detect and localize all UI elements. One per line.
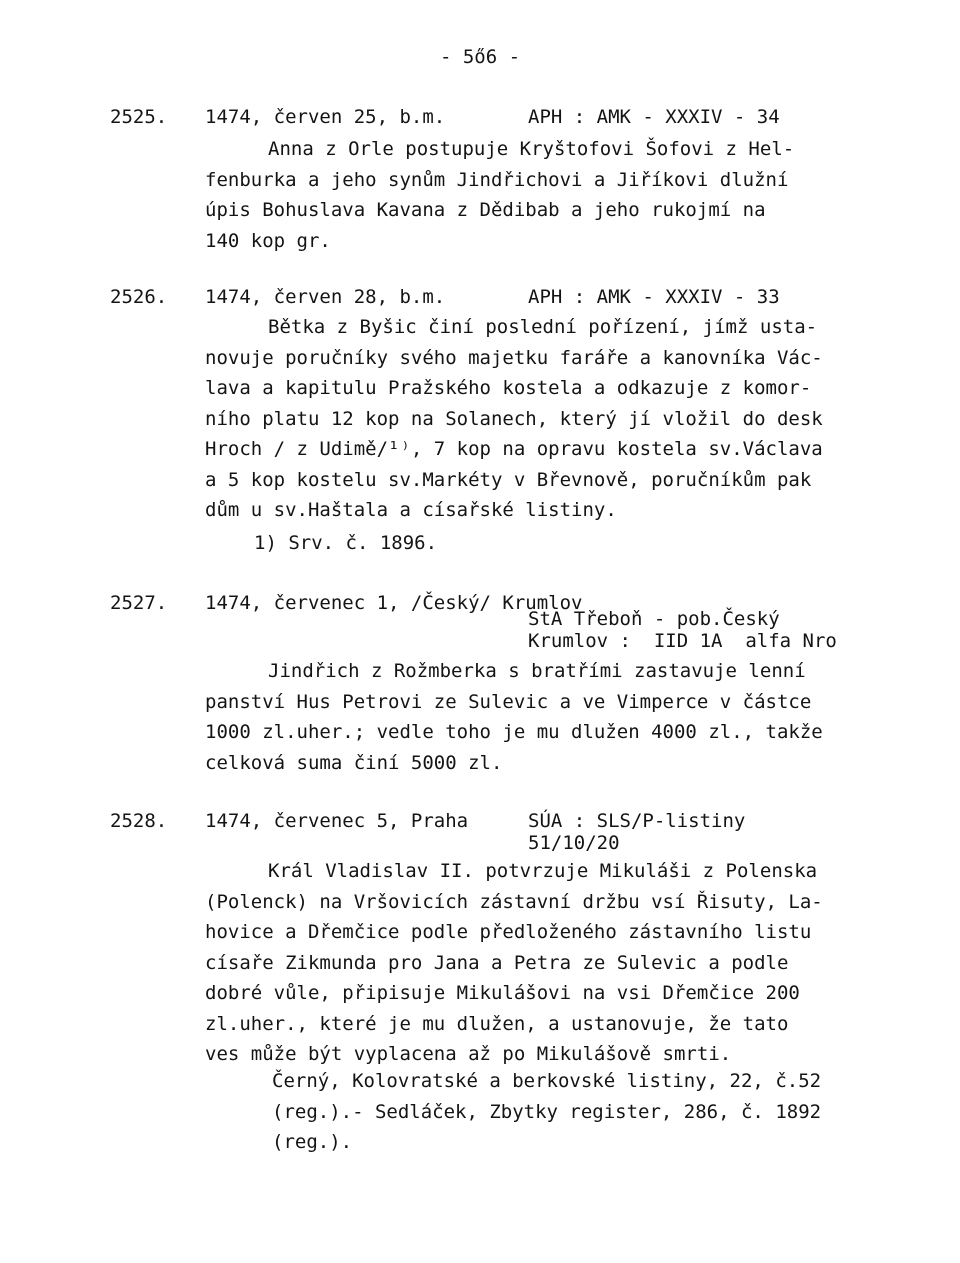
- regest-line: dům u sv.Haštala a císařské listiny.: [205, 499, 617, 521]
- regest-line: dobré vůle, připisuje Mikulášovi na vsi Dřemčice 200: [205, 982, 800, 1004]
- regest-line: fenburka a jeho synům Jindřichovi a Jiříkovi dlužní: [205, 168, 789, 191]
- archive-reference: StA Třeboň - pob.Český: [528, 608, 780, 630]
- literature-references: [272, 1066, 872, 1158]
- regest-line: (Polenck) na Vršovicích zástavní držbu vsí Řisuty, La-: [205, 890, 823, 913]
- regest-line: Jindřich z Rožmberka s bratřími zastavuje lenní: [268, 660, 806, 682]
- regest-line: Král Vladislav II. potvrzuje Mikuláši z Polenska: [268, 860, 818, 882]
- regest-line: zl.uher., které je mu dlužen, a ustanovuje, že tato: [205, 1012, 789, 1035]
- regest-line: a 5 kop kostelu sv.Markéty v Břevnově, poručníkům pak: [205, 468, 812, 491]
- archive-reference: Krumlov : IID 1A alfa Nro: [528, 630, 837, 652]
- regest-line: panství Hus Petrovi ze Sulevic a ve Vimperce v částce: [205, 690, 812, 713]
- archive-reference: SÚA : SLS/P-listiny: [528, 810, 746, 832]
- archive-reference: APH : AMK - XXXIV - 34: [528, 106, 780, 128]
- entry-regest: [205, 656, 845, 778]
- archive-reference: APH : AMK - XXXIV - 33: [528, 286, 780, 308]
- entry-number: 2527.: [110, 592, 168, 614]
- regest-line: císaře Zikmunda pro Jana a Petra ze Sulevic a podle: [205, 951, 789, 974]
- regest-line: Bětka z Byšic činí poslední pořízení, jímž usta-: [268, 316, 818, 338]
- reference-line: Černý, Kolovratské a berkovské listiny, 22, č.52: [272, 1070, 822, 1092]
- regest-line: 1000 zl.uher.; vedle toho je mu dlužen 4000 zl., takže: [205, 721, 823, 743]
- regest-line: Anna z Orle postupuje Kryštofovi Šofovi z Hel-: [268, 138, 795, 160]
- reference-line: (reg.).- Sedláček, Zbytky register, 286, č. 1892: [272, 1100, 822, 1123]
- regest-line: novuje poručníky svého majetku faráře a kanovníka Vác-: [205, 346, 823, 369]
- regest-line: celková suma činí 5000 zl.: [205, 751, 503, 774]
- archive-reference: 51/10/20: [528, 832, 620, 854]
- regest-line: ves může být vyplacena až po Mikulášově smrti.: [205, 1043, 732, 1065]
- entry-date-place: 1474, červen 25, b.m.: [205, 106, 446, 128]
- regest-line: Hroch / z Udimě/¹⁾, 7 kop na opravu kostela sv.Václava: [205, 438, 823, 460]
- regest-line: ního platu 12 kop na Solanech, který jí vložil do desk: [205, 407, 823, 430]
- reference-line: (reg.).: [272, 1131, 353, 1153]
- regest-line: lava a kapitulu Pražského kostela a odkazuje z komor-: [205, 377, 812, 399]
- entry-date-place: 1474, červenec 5, Praha: [205, 810, 469, 832]
- entry-regest: [205, 856, 845, 1070]
- regest-line: hovice a Dřemčice podle předloženého zástavního listu: [205, 921, 812, 943]
- entry-regest: [205, 312, 845, 526]
- entry-number: 2528.: [110, 810, 168, 832]
- entry-date-place: 1474, červenec 1, /Český/ Krumlov: [205, 592, 583, 614]
- entry-number: 2526.: [110, 286, 168, 308]
- entry-number: 2525.: [110, 106, 168, 128]
- entry-date-place: 1474, červen 28, b.m.: [205, 286, 446, 308]
- regest-line: úpis Bohuslava Kavana z Dědibab a jeho rukojmí na: [205, 199, 766, 221]
- page-number: - 5ő6 -: [439, 46, 521, 68]
- entry-regest: [205, 134, 845, 256]
- regest-line: 140 kop gr.: [205, 229, 331, 252]
- footnote: 1) Srv. č. 1896.: [254, 532, 438, 554]
